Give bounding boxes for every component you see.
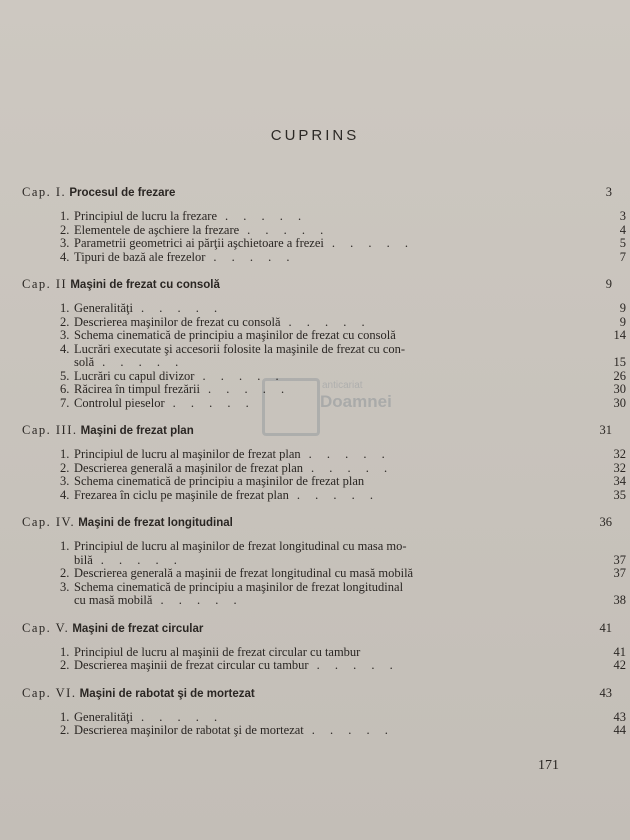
page-title: CUPRINS: [270, 127, 360, 144]
chapter-number: Cap. III.: [22, 423, 78, 437]
dot-leader: . . . . .: [213, 249, 296, 264]
chapter-page: 43: [599, 685, 612, 700]
entry-page: 32: [613, 460, 626, 475]
entry-text: Controlul pieselor: [74, 395, 165, 410]
toc-entry: [60, 251, 626, 265]
entry-text: Principiul de lucru al maşinii de frezat circular cu tambur: [74, 644, 361, 659]
toc-entry: [60, 540, 626, 554]
table-of-contents: [22, 178, 626, 748]
chapter-page: 36: [599, 515, 612, 529]
entry-text: Generalităţi: [74, 709, 133, 724]
toc-entry: [60, 329, 626, 343]
chapter-heading: [22, 182, 614, 202]
chapter-items: [60, 646, 626, 673]
entry-number: 2.: [60, 658, 70, 672]
entry-number: 2.: [60, 314, 70, 329]
entry-text: Frezarea în ciclu pe maşinile de frezat plan: [74, 487, 289, 502]
entry-page: 42: [613, 658, 626, 672]
entry-page: 38: [613, 593, 626, 607]
entry-page: 26: [613, 368, 626, 383]
chapter-page: 9: [605, 277, 612, 291]
chapter-number: Cap. II: [22, 277, 68, 291]
entry-text: Generalităţi: [74, 301, 133, 315]
entry-number: 2.: [60, 222, 70, 237]
chapter-title: Procesul de frezare: [69, 187, 176, 199]
entry-page: 30: [613, 382, 626, 396]
dot-leader: . . . . .: [308, 447, 391, 461]
toc-entry: [60, 724, 626, 738]
toc-entry: [60, 489, 626, 503]
entry-text: Principiul de lucru al maşinilor de frezat longitudinal cu masa mo-: [74, 539, 407, 553]
entry-text: Răcirea în timpul frezării: [74, 382, 200, 396]
entry-page: 34: [613, 474, 626, 488]
chapter-number: Cap. VI.: [22, 685, 77, 700]
entry-page: 15: [613, 355, 626, 369]
dot-leader: . . . . .: [172, 395, 255, 410]
chapter-heading: [22, 274, 614, 294]
toc-entry: [60, 567, 626, 581]
entry-number: 3.: [60, 236, 70, 250]
entry-text: solă: [74, 355, 95, 369]
chapter-items: [60, 302, 626, 410]
toc-entry: [60, 475, 626, 489]
toc-entry: [60, 383, 626, 397]
entry-number: 3.: [60, 579, 70, 594]
toc-entry: [60, 448, 626, 462]
dot-leader: . . . . .: [202, 368, 285, 383]
entry-number: 7.: [60, 395, 70, 410]
dot-leader: . . . . .: [296, 487, 379, 502]
dot-leader: . . . . .: [225, 209, 308, 223]
entry-number: 1.: [60, 539, 70, 553]
entry-page: 37: [613, 552, 626, 567]
toc-entry: [60, 343, 626, 357]
entry-text: cu masă mobilă: [74, 593, 153, 607]
entry-number: 4.: [60, 341, 70, 356]
entry-page: 5: [619, 236, 626, 250]
entry-page: 3: [619, 209, 626, 223]
toc-entry: [60, 462, 626, 476]
dot-leader: . . . . .: [141, 301, 224, 315]
entry-text: Descrierea generală a maşinilor de frezat plan: [74, 460, 304, 475]
entry-page: 7: [619, 249, 626, 264]
entry-page: 37: [613, 566, 626, 580]
entry-page: 30: [613, 395, 626, 410]
entry-page: 44: [613, 723, 626, 737]
entry-number: 1.: [60, 301, 70, 315]
dot-leader: . . . . .: [102, 355, 185, 369]
chapter-title: Maşini de rabotat şi de mortezat: [79, 687, 255, 700]
entry-page: 43: [613, 709, 626, 724]
entry-number: 4.: [60, 487, 70, 502]
toc-entry: [60, 237, 626, 251]
chapter-title: Maşini de frezat circular: [72, 622, 204, 635]
dot-leader: . . . . .: [247, 222, 330, 237]
dot-leader: . . . . .: [207, 382, 291, 396]
toc-entry: [60, 224, 626, 238]
toc-entry: [60, 711, 626, 725]
dot-leader: . . . . .: [141, 709, 224, 724]
chapter-page: 41: [599, 620, 612, 635]
chapter-items: [60, 711, 626, 738]
entry-text: Schema cinematică de principiu a maşinilor de frezat cu consolă: [74, 328, 396, 342]
chapter-heading: [22, 420, 614, 440]
toc-entry: [60, 316, 626, 330]
entry-text: Parametrii geometrici ai părţii aşchietoare a frezei: [74, 236, 324, 250]
toc-entry: [60, 581, 626, 595]
entry-text: Lucrări executate şi accesorii folosite la maşinile de frezat cu con-: [74, 341, 406, 356]
entry-number: 4.: [60, 249, 70, 264]
toc-entry: [60, 594, 626, 608]
entry-number: 1.: [60, 209, 70, 223]
watermark-line2: Doamnei: [320, 392, 392, 411]
entry-number: 3.: [60, 474, 70, 488]
entry-text: Descrierea maşinilor de rabotat şi de mortezat: [74, 723, 304, 737]
dot-leader: . . . . .: [160, 593, 243, 607]
entry-text: Lucrări cu capul divizor: [74, 368, 195, 383]
entry-text: Schema cinematică de principiu a maşinilor de frezat plan: [74, 474, 365, 488]
entry-text: Descrierea maşinii de frezat circular cu tambur: [74, 658, 309, 672]
entry-number: 6.: [60, 382, 70, 396]
chapter-page: 31: [599, 423, 612, 437]
toc-entry: [60, 646, 626, 660]
dot-leader: . . . . .: [311, 723, 394, 737]
page-number: 171: [538, 758, 559, 773]
entry-text: Principiul de lucru la frezare: [74, 209, 217, 223]
toc-entry: [60, 302, 626, 316]
entry-text: Descrierea generală a maşinii de frezat longitudinal cu masă mobilă: [74, 566, 414, 580]
toc-entry: [60, 356, 626, 370]
dot-leader: . . . . .: [331, 236, 414, 250]
chapter-title: Maşini de frezat cu consolă: [70, 279, 220, 291]
entry-text: Elementele de aşchiere la frezare: [74, 222, 240, 237]
entry-page: 35: [613, 487, 626, 502]
watermark-line1: anticariat: [322, 380, 363, 391]
chapter-items: [60, 210, 626, 264]
entry-number: 5.: [60, 368, 70, 383]
entry-number: 2.: [60, 460, 70, 475]
entry-number: 3.: [60, 328, 70, 342]
entry-page: 9: [619, 301, 626, 315]
entry-number: 1.: [60, 644, 70, 659]
chapter-title: Maşini de frezat plan: [80, 425, 194, 437]
toc-entry: [60, 397, 626, 411]
entry-number: 1.: [60, 709, 70, 724]
entry-text: Schema cinematică de principiu a maşinilor de frezat longitudinal: [74, 579, 404, 594]
dot-leader: . . . . .: [316, 658, 399, 672]
dot-leader: . . . . .: [100, 552, 183, 567]
toc-entry: [60, 554, 626, 568]
entry-number: 1.: [60, 447, 70, 461]
entry-number: 2.: [60, 566, 70, 580]
chapter-heading: [22, 512, 614, 532]
entry-text: Tipuri de bază ale frezelor: [74, 249, 206, 264]
entry-number: 2.: [60, 723, 70, 737]
toc-entry: [60, 370, 626, 384]
chapter-page: 3: [605, 185, 612, 199]
chapter-number: Cap. I.: [22, 185, 67, 199]
entry-text: Descrierea maşinilor de frezat cu consolă: [74, 314, 281, 329]
toc-entry: [60, 210, 626, 224]
toc-entry: [60, 659, 626, 673]
chapter-heading: [22, 683, 614, 703]
entry-page: 9: [619, 314, 626, 329]
chapter-title: Maşini de frezat longitudinal: [78, 517, 233, 529]
chapter-heading: [22, 618, 614, 638]
entry-page: 32: [613, 447, 626, 461]
chapter-items: [60, 540, 626, 608]
dot-leader: . . . . .: [311, 460, 394, 475]
entry-text: Principiul de lucru al maşinilor de frezat plan: [74, 447, 301, 461]
entry-page: 14: [613, 328, 626, 342]
entry-text: bilă: [74, 552, 93, 567]
chapter-number: Cap. V.: [22, 620, 70, 635]
dot-leader: . . . . .: [288, 314, 371, 329]
chapter-items: [60, 448, 626, 502]
entry-page: 4: [619, 222, 626, 237]
entry-page: 41: [613, 644, 626, 659]
chapter-number: Cap. IV.: [22, 515, 76, 529]
